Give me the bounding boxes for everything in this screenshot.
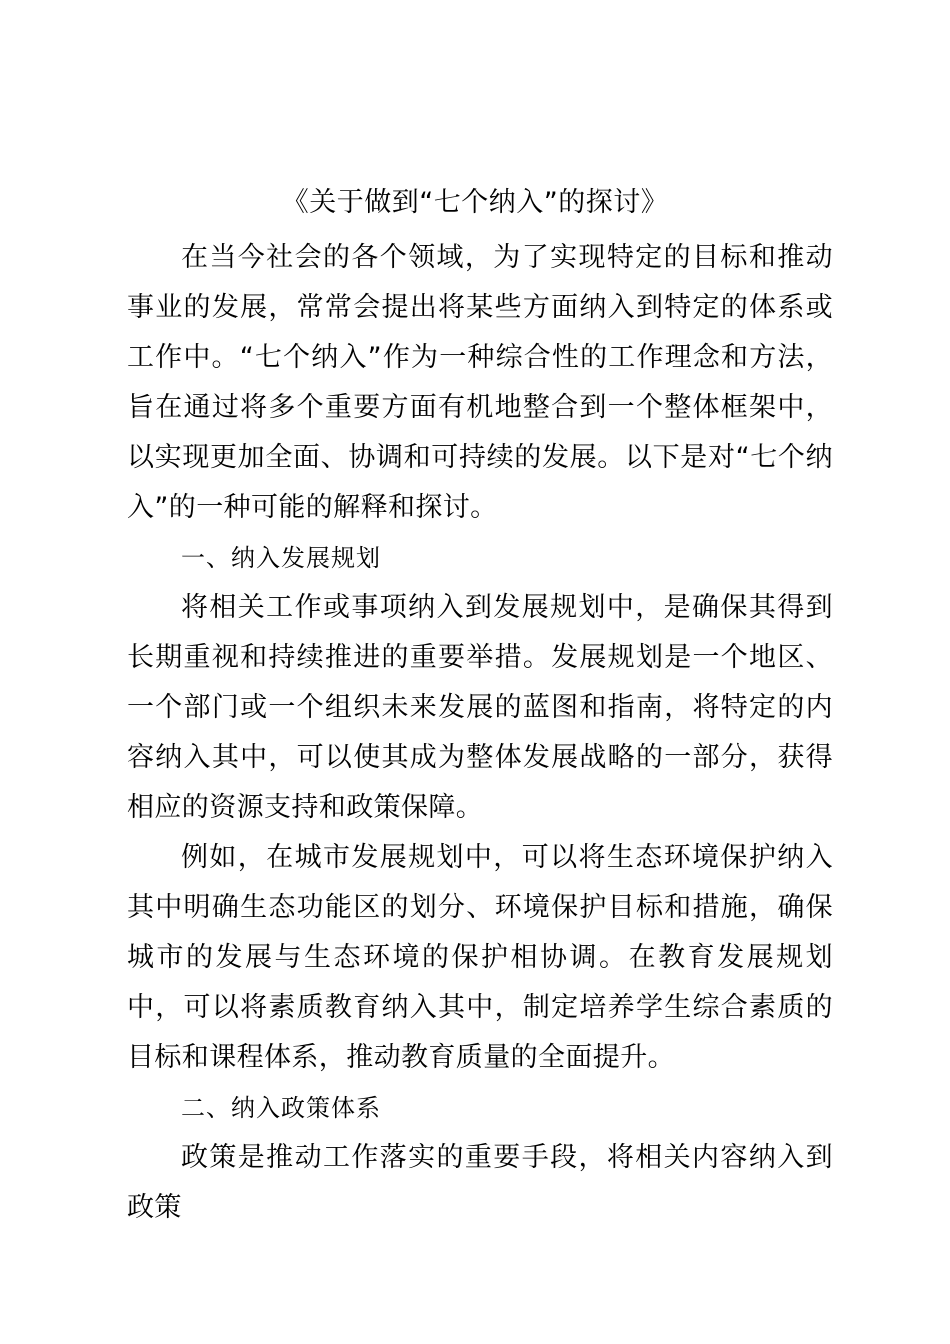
section-heading: 一、纳入发展规划 — [181, 544, 381, 572]
body-paragraph: 将相关工作或事项纳入到发展规划中，是确保其得到长期重视和持续推进的重要举措。发展规划是一个地区、一个部门或一个组织未来发展的蓝图和指南，将特定的内容纳入其中，可以使其成为整体发展战略的一部分，获得相应的资源支持和政策保障。 — [127, 592, 833, 823]
section-1 — [127, 533, 833, 1083]
body-paragraph: 例如，在城市发展规划中，可以将生态环境保护纳入其中明确生态功能区的划分、环境保护目标和措施，确保城市的发展与生态环境的保护相协调。在教育发展规划中，可以将素质教育纳入其中，制定培养学生综合素质的目标和课程体系，推动教育质量的全面提升。 — [127, 842, 833, 1073]
section-heading: 二、纳入政策体系 — [181, 1094, 381, 1122]
document-title: 《关于做到“七个纳入”的探讨》 — [281, 187, 669, 218]
intro-paragraph: 在当今社会的各个领域，为了实现特定的目标和推动事业的发展，常常会提出将某些方面纳入到特定的体系或工作中。“七个纳入”作为一种综合性的工作理念和方法，旨在通过将多个重要方面有机地整合到一个整体框架中，以实现更加全面、协调和可持续的发展。以下是对“七个纳入”的一种可能的解释和探讨。 — [127, 242, 833, 523]
document-body — [127, 233, 833, 1233]
body-paragraph: 政策是推动工作落实的重要手段，将相关内容纳入到政策 — [127, 1142, 833, 1223]
section-2 — [127, 1083, 833, 1233]
